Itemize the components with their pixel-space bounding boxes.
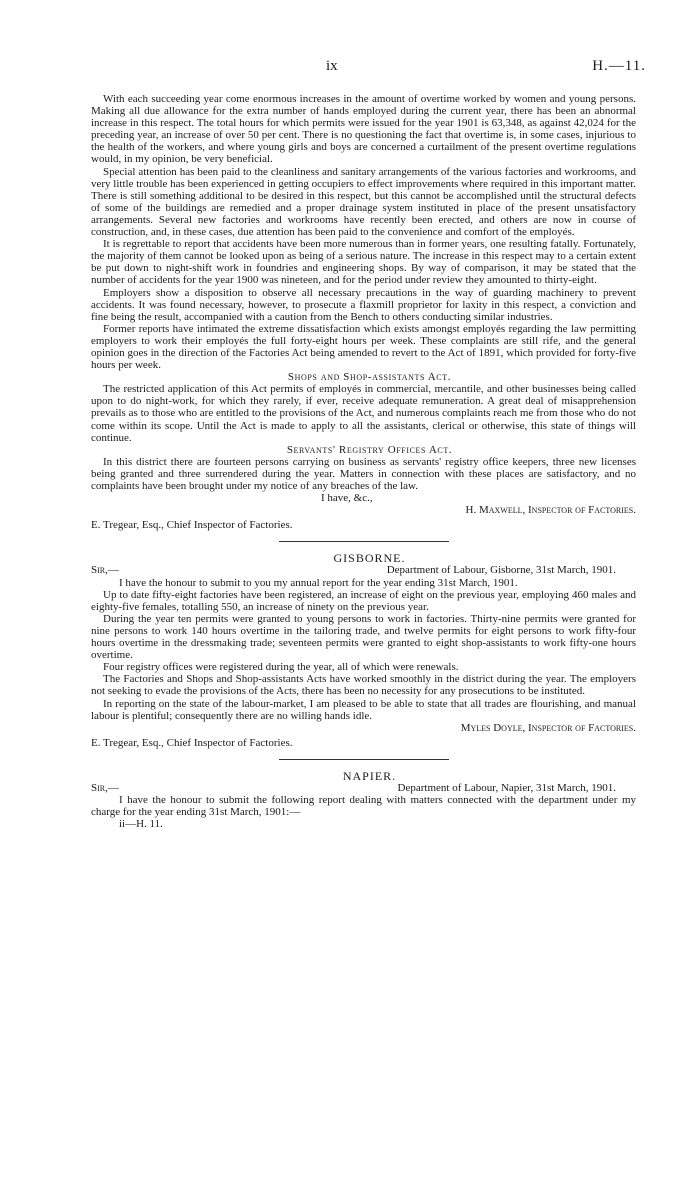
signature-doyle: Myles Doyle, Inspector of Factories. xyxy=(460,721,636,734)
gisborne-salutation-row xyxy=(91,564,636,576)
paragraph-overtime: With each succeeding year come enormous increases in the amount of overtime worked by women and young persons. Making all due allowance for the extra number of hands employed during the current year, there has been an abnormal increase in this respect. The total hours for which permits were issued for the year 1901 is 63,348, as against 42,024 for the preceding year, an increase of over 50 per cent. There is no questioning the fact that overtime is, in some cases, injurious to the health of the workers, and where young girls and boys are concerned a curtailment of the present overtime regulations would, in my opinion, be very beneficial. xyxy=(91,93,636,166)
paragraph-napier-intro: I have the honour to submit the following report dealing with matters connected with the department under my charge for the year ending 31st March, 1901:— xyxy=(91,794,636,819)
dateline: Department of Labour, Gisborne, 31st March, 1901. xyxy=(386,564,616,577)
heading-registry-act: Servants' Registry Offices Act. xyxy=(286,443,453,456)
page-numeral: ix xyxy=(326,58,338,74)
dateline-napier: Department of Labour, Napier, 31st March, 1901. xyxy=(397,781,616,794)
paragraph-registry: In this district there are fourteen persons carrying on business as servants' registry office keepers, three new licenses being granted and three surrendered during the year. Matters in connection with these places are satisfactory, and no complaints have been brought under my notice of any breaches of the law. xyxy=(91,455,636,492)
paragraph-gisborne-factories: Up to date fifty-eight factories have been registered, an increase of eight on the previous year, employing 460 males and eighty-five females, totalling 550, an increase of ninety on the previous year. xyxy=(91,588,636,613)
paragraph-gisborne-registry: Four registry offices were registered during the year, all of which were renewals. xyxy=(103,661,459,674)
paragraph-sanitary: Special attention has been paid to the cleanliness and sanitary arrangements of the various factories and workrooms, and very little trouble has been experienced in getting occupiers to effect improvements where required in this important matter. There is still something additional to be desired in this respect, but this cannot be accomplished until the structural defects of some of the buildings are remedied and a proper drainage system instituted in place of the present unsatisfactory arrangements. Several new factories and workrooms have recently been erected, and others are now in course of construction, and, in these cases, due attention has been paid to the convenience and comfort of the employés. xyxy=(91,165,636,239)
paragraph-gisborne-acts: The Factories and Shops and Shop-assistants Acts have worked smoothly in the district during the year. The employers not seeking to evade the provisions of the Acts, there has been no necessity for any prosecutions to be instituted. xyxy=(91,673,636,698)
closing-line: I have, &c., xyxy=(321,492,373,505)
report-body xyxy=(91,93,636,830)
paragraph-precautions: Employers show a disposition to observe all necessary precautions in the way of guarding machinery to prevent accidents. It was found necessary, however, to prosecute a flaxmill proprietor for laxity in this respect, a conviction and fine being the result, accompanied with a caution from the Bench to others conducting similar industries. xyxy=(91,286,636,323)
salutation: Sir,— xyxy=(91,564,119,577)
section-divider xyxy=(279,541,449,542)
addressee-1: E. Tregear, Esq., Chief Inspector of Factories. xyxy=(91,519,293,532)
paragraph-accidents: It is regrettable to report that accidents have been more numerous than in former years, one resulting fatally. Fortunately, the majority of them cannot be looked upon as being of a serious nature. The increase in this respect may to a certain extent be put down to night-shift work in foundries and engineering shops. By way of comparison, it may be stated that the number of accidents for the year 1900 was nineteen, and for the period under review they amounted to thirty-eight. xyxy=(91,238,636,287)
section-divider-2 xyxy=(279,759,449,760)
paragraph-hours: Former reports have intimated the extreme dissatisfaction which exists amongst employés regarding the law permitting employers to work their employés the full forty-eight hours per week. These complaints are still rife, and the general opinion goes in the direction of the Factories Act being amended to revert to the Act of 1891, which provided for forty-five hours per week. xyxy=(91,322,636,372)
document-code: H.—11. xyxy=(592,58,646,74)
addressee-2: E. Tregear, Esq., Chief Inspector of Factories. xyxy=(91,736,293,749)
paragraph-shops: The restricted application of this Act permits of employés in commercial, mercantile, and other businesses being called upon to do night-work, for which they rarely, if ever, receive adequate remuneration. A great deal of misapprehension prevails as to those who are entitled to the provisions of the Act, and numerous complaints reach me from those who do not come within its scope. Until the Act is made to apply to all the assistants, clerical or otherwise, this state of things will continue. xyxy=(91,383,636,444)
heading-gisborne: GISBORNE. xyxy=(333,551,406,566)
signature-maxwell: H. Maxwell, Inspector of Factories. xyxy=(465,504,636,517)
paragraph-gisborne-intro: I have the honour to submit to you my annual report for the year ending 31st March, 1901. xyxy=(119,576,518,589)
salutation-napier: Sir,— xyxy=(91,781,119,794)
napier-salutation-row xyxy=(91,782,636,794)
heading-shops-act: Shops and Shop-assistants Act. xyxy=(287,371,452,384)
signature-mark: ii—H. 11. xyxy=(119,818,163,831)
paragraph-gisborne-labour: In reporting on the state of the labour-market, I am pleased to be able to state that all trades are flourishing, and manual labour is plentiful; consequently there are no willing hands idle. xyxy=(91,697,636,722)
heading-napier: NAPIER. xyxy=(342,768,397,783)
paragraph-gisborne-permits: During the year ten permits were granted to young persons to work in factories. Thirty-nine permits were granted for nine persons to work 140 hours overtime in the tailoring trade, and twelve permits for eight persons to work fifty-four hours overtime in the dressmaking trade; seventeen permits were granted to eight shop-assistants to work fifty-one hours overtime. xyxy=(91,612,636,662)
